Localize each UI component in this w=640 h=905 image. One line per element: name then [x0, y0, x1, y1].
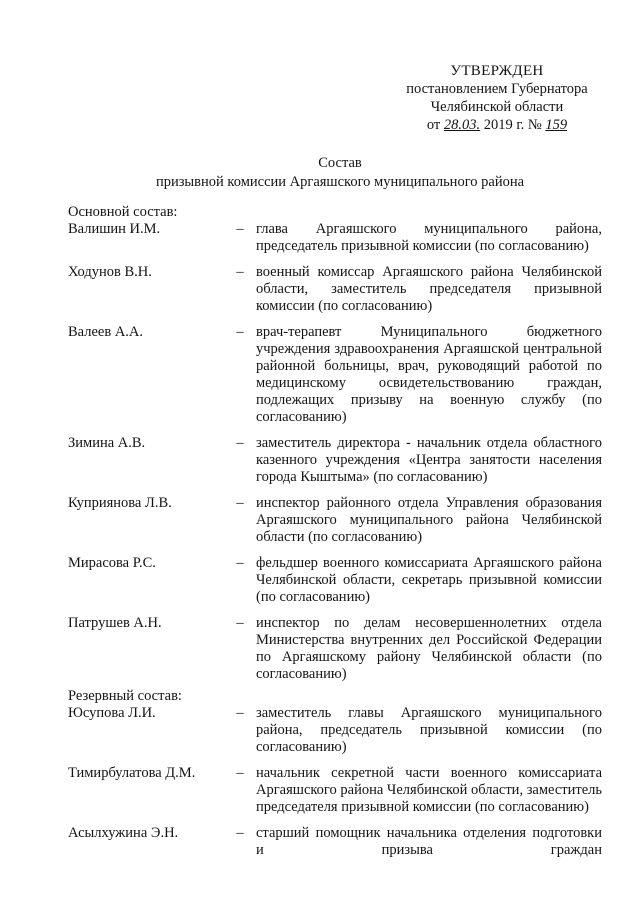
member-dash: – [236, 221, 244, 237]
member-role: заместитель директора - начальник отдела областного казенного учреждения «Центра занятости населения города Кыштыма» (по согласованию) [256, 435, 602, 485]
member-role: заместитель главы Аргаяшского муниципального района, председатель призывной комиссии (по согласованию) [256, 705, 602, 755]
member-row [0, 555, 640, 606]
member-role: военный комиссар Аргаяшского района Челябинской области, заместитель председателя призывной комиссии (по согласованию) [256, 264, 602, 314]
member-dash: – [236, 495, 244, 511]
member-row [0, 765, 640, 816]
approval-line-2: Челябинской области [430, 99, 564, 115]
member-dash: – [236, 825, 244, 841]
member-row [0, 324, 640, 426]
member-row [0, 435, 640, 486]
member-name: Мирасова Р.С. [68, 555, 156, 571]
main-section-label: Основной состав: [68, 204, 178, 220]
approval-year: 2019 г. № [483, 117, 542, 133]
member-role: врач-терапевт Муниципального бюджетного учреждения здравоохранения Аргаяшской центральной районной больницы, врач, руководящий работой по медицинскому освидетельствованию граждан, подлежащих призыву на военную службу (по согласованию) [256, 324, 602, 425]
member-row [0, 495, 640, 546]
member-name: Валеев А.А. [68, 324, 144, 340]
reserve-section-label: Резервный состав: [68, 688, 182, 704]
approval-title: УТВЕРЖДЕН [450, 63, 544, 79]
approval-date: 28.03. [443, 117, 481, 133]
member-dash: – [236, 705, 244, 721]
member-role: начальник секретной части военного комиссариата Аргаяшского района Челябинской области, заместитель председателя призывной комиссии (по согласованию) [256, 765, 602, 815]
member-name: Юсупова Л.И. [68, 705, 156, 721]
heading-subtitle: призывной комиссии Аргаяшского муниципального района [155, 174, 525, 190]
member-role: глава Аргаяшского муниципального района, председатель призывной комиссии (по согласованию) [256, 221, 602, 254]
approval-stamp [392, 62, 602, 134]
member-row [0, 264, 640, 315]
member-row [0, 615, 640, 683]
member-role: инспектор по делам несовершеннолетних отдела Министерства внутренних дел Российской Федерации по Аргаяшскому району Челябинской области (по согласованию) [256, 615, 602, 682]
commission-list [0, 204, 640, 868]
member-role: старший помощник начальника отделения подготовки и призыва граждан [256, 825, 602, 858]
member-name: Тимирбулатова Д.М. [68, 765, 196, 781]
approval-line-1: постановлением Губернатора [406, 81, 588, 97]
member-role: инспектор районного отдела Управления образования Аргаяшского муниципального района Челябинской области (по согласованию) [256, 495, 602, 545]
document-heading [80, 154, 600, 192]
heading-title: Состав [318, 155, 362, 171]
member-dash: – [236, 324, 244, 340]
member-dash: – [236, 555, 244, 571]
member-name: Валишин И.М. [68, 221, 161, 237]
approval-number: 159 [545, 117, 568, 133]
member-row [0, 705, 640, 756]
approval-prefix: от [426, 117, 441, 133]
member-name: Патрушев А.Н. [68, 615, 162, 631]
member-name: Ходунов В.Н. [68, 264, 152, 280]
member-name: Асылхужина Э.Н. [68, 825, 179, 841]
member-dash: – [236, 765, 244, 781]
member-dash: – [236, 615, 244, 631]
member-row [0, 221, 640, 255]
member-row [0, 825, 640, 859]
approval-date-line [392, 116, 602, 134]
member-dash: – [236, 435, 244, 451]
member-name: Куприянова Л.В. [68, 495, 172, 511]
member-name: Зимина А.В. [68, 435, 146, 451]
member-role: фельдшер военного комиссариата Аргаяшского района Челябинской области, секретарь призывной комиссии (по согласованию) [256, 555, 602, 605]
member-dash: – [236, 264, 244, 280]
